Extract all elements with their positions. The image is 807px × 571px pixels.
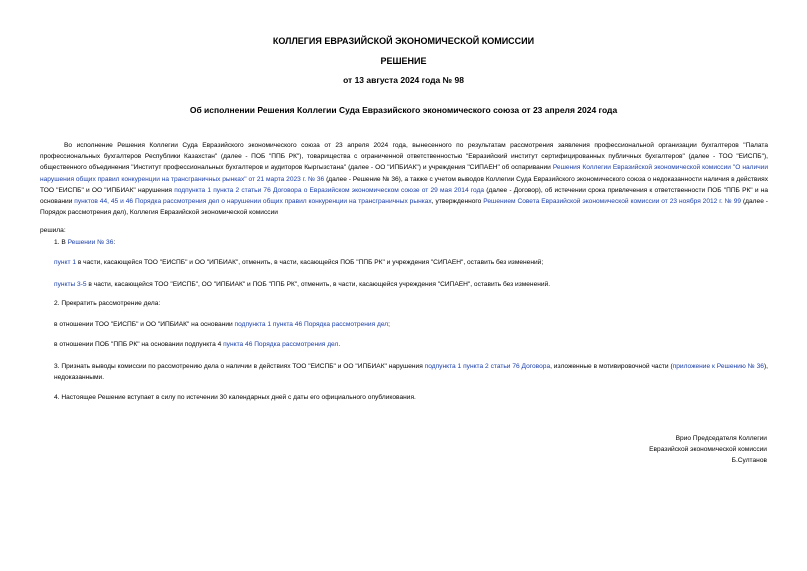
item-1 bbox=[54, 237, 115, 248]
item-1b bbox=[54, 279, 550, 290]
link-items-44-46-procedure[interactable]: пунктов 44, 45 и 46 Порядка рассмотрения дел о нарушении общих правил конкуренции на трансграничных рынках bbox=[74, 198, 432, 206]
document-type-heading: РЕШЕНИЕ bbox=[380, 56, 427, 66]
item-3-text-1: 3. Признать выводы комиссии по рассмотрению дела о наличии в действиях ТОО "ЕИСПБ" и ОО "ИПБИАК" нарушения bbox=[54, 363, 425, 370]
signature-name: Б.Султанов bbox=[731, 457, 767, 464]
item-2: 2. Прекратить рассмотрение дела: bbox=[54, 300, 161, 307]
signature-title-1: Врио Председателя Коллегии bbox=[675, 435, 767, 442]
link-decision-36-item1[interactable]: Решении № 36 bbox=[67, 239, 114, 246]
item-4: 4. Настоящее Решение вступает в силу по истечении 30 календарных дней с даты его официального опубликования. bbox=[54, 394, 416, 401]
issuer-heading: КОЛЛЕГИЯ ЕВРАЗИЙСКОЙ ЭКОНОМИЧЕСКОЙ КОМИССИИ bbox=[272, 36, 535, 46]
item-1a-text: в части, касающейся ТОО "ЕИСПБ" и ОО "ИПБИАК", отменить, в части, касающейся ПОБ "ППБ РК" и учреждения "СИПАЕН", оставить без изменений; bbox=[76, 259, 544, 266]
preamble-text-2: (далее - Решение № 36), а также с учетом выводов Коллегии Суда Евразийского экономического союза о недоказанности наличия в действиях ТОО "ЕИСПБ" и ОО "ИПБИАК" нарушения bbox=[40, 175, 768, 194]
item-1a bbox=[54, 257, 543, 268]
date-number-heading: от 13 августа 2024 года № 98 bbox=[343, 75, 464, 85]
link-decision-36[interactable]: Решения Коллегии Евразийской экономической комиссии "О наличии нарушения общих правил конкуренции на трансграничных рынках" от 21 марта 2023 г. № 36 bbox=[40, 164, 768, 183]
item-2b-text: в отношении ПОБ "ППБ РК" на основании подпункта 4 bbox=[54, 341, 224, 348]
preamble-paragraph bbox=[40, 140, 768, 218]
item-2b bbox=[54, 339, 340, 350]
preamble-text-5: (далее - Порядок рассмотрения дел), Коллегия Евразийской экономической комиссии bbox=[40, 198, 768, 217]
item-1-suffix: : bbox=[113, 239, 116, 246]
item-2a bbox=[54, 319, 390, 330]
decided-label: решила: bbox=[40, 227, 66, 234]
link-article-76-treaty[interactable]: подпункта 1 пункта 2 статьи 76 Договора о Евразийском экономическом союзе от 29 мая 2014 года bbox=[174, 186, 485, 194]
signature-title-2: Евразийской экономической комиссии bbox=[649, 446, 767, 453]
subject-heading: Об исполнении Решения Коллегии Суда Евразийского экономического союза от 23 апреля 2024 года bbox=[189, 105, 618, 115]
item-3-text-2: , изложенные в мотивировочной части ( bbox=[550, 363, 673, 370]
item-2a-text: в отношении ТОО "ЕИСПБ" и ОО "ИПБИАК" на основании bbox=[54, 321, 235, 328]
preamble-text-1: Во исполнение Решения Коллегии Суда Евразийского экономического союза от 23 апреля 2024 года, вынесенного по результатам рассмотрения заявления профессиональной организации бухгалтеров "Палата профессиональных бухгалтеров Республики Казахстан" (далее - ПОБ "ППБ РК"), товарищества с ограниченной ответственностью "Евразийский институт сертифицированных публичных бухгалтеров" (далее - ТОО "ЕИСПБ"), общественного объединения "Институт профессиональных бухгалтеров и аудиторов Кыргызстана" (далее - ОО "ИПБИАК") и учреждения "СИПАЕН" об оспаривании bbox=[40, 142, 768, 172]
item-3-text-3: ), недоказанными. bbox=[54, 363, 768, 382]
item-1b-text: в части, касающейся ТОО "ЕИСПБ", ОО "ИПБИАК" и ПОБ "ППБ РК", отменить, в части, касающейся учреждения "СИПАЕН", оставить без изменений. bbox=[86, 281, 551, 288]
preamble-text-4: , утвержденного bbox=[431, 198, 484, 206]
item-1-prefix: 1. В bbox=[54, 239, 68, 246]
link-annex-decision-36[interactable]: приложение к Решению № 36 bbox=[672, 363, 764, 370]
link-points-3-5[interactable]: пункты 3-5 bbox=[54, 281, 87, 288]
link-council-decision-99[interactable]: Решением Совета Евразийской экономической комиссии от 23 ноября 2012 г. № 99 bbox=[483, 198, 742, 206]
link-article-76[interactable]: подпункта 1 пункта 2 статьи 76 Договора bbox=[424, 363, 551, 370]
link-subpoint-1-point-46[interactable]: подпункта 1 пункта 46 Порядка рассмотрения дел bbox=[234, 321, 389, 328]
preamble-text-3: (далее - Договор), об истечении срока привлечения к ответственности ПОБ "ППБ РК" и на основании bbox=[40, 186, 768, 206]
item-2a-suffix: ; bbox=[388, 321, 390, 328]
link-point-46[interactable]: пункта 46 Порядка рассмотрения дел bbox=[223, 341, 339, 348]
item-3 bbox=[54, 361, 768, 383]
item-2b-suffix: . bbox=[338, 341, 341, 348]
link-point-1[interactable]: пункт 1 bbox=[54, 259, 76, 266]
